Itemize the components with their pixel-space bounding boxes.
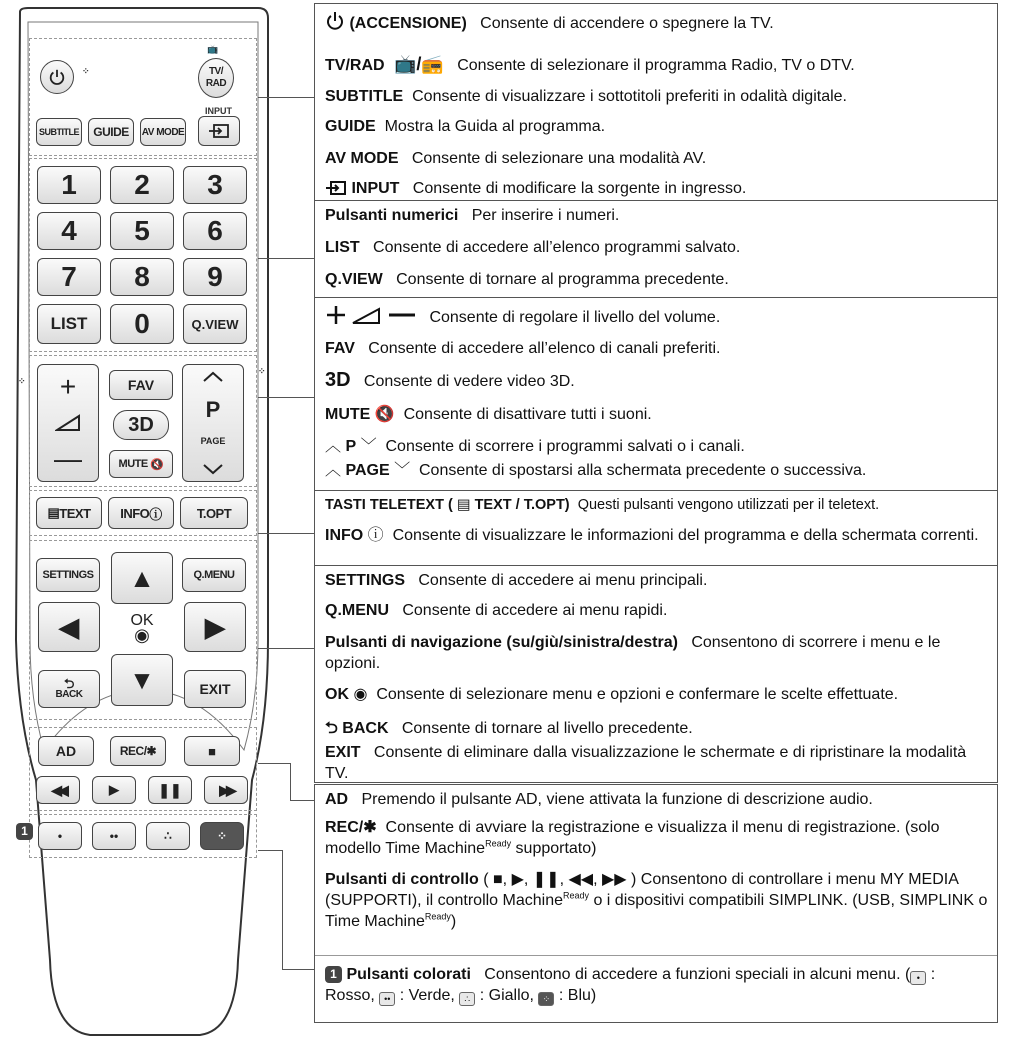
text-label: TEXT [59,505,91,521]
row-input [315,174,997,202]
settings-button[interactable]: SETTINGS [36,558,100,592]
section-navigation [314,565,998,783]
right-dots: ⁘ [258,366,266,376]
row-ad [315,785,997,813]
blue-swatch-icon: ⁘ [538,992,554,1006]
program-page-label: PAGE [200,436,226,447]
color-yellow: : Giallo, [479,987,539,1004]
volume-icon [55,414,81,432]
page-label: PAGE [345,462,390,479]
exit-button[interactable]: EXIT [184,670,246,708]
rec-label: REC/ [325,819,364,836]
row-av-mode [315,144,997,174]
leader-line-6b [290,763,291,801]
row-power [315,4,997,39]
qmenu-desc: Consente di accedere ai menu rapidi. [402,602,668,619]
program-rocker[interactable] [182,364,244,482]
color-red: : Rosso, [325,966,936,1004]
green-swatch-icon: •• [379,992,395,1006]
topt-button[interactable]: T.OPT [180,497,248,529]
leader-line-4 [258,533,314,534]
number-7-button[interactable]: 7 [37,258,101,296]
row-page [315,456,997,490]
tv-radio-icon: 📺/📻 [389,54,444,74]
ok-label: OK [130,612,154,629]
fav-label: FAV [325,340,355,357]
number-6-button[interactable]: 6 [183,212,247,250]
program-label: P [345,438,357,455]
controls-sup: Ready [563,890,590,901]
tv-rad-label: TV/RAD [325,57,385,74]
teletext-label: TASTI TELETEXT ( [325,497,453,513]
red-swatch-icon: • [910,971,926,985]
qmenu-button[interactable]: Q.MENU [182,558,246,592]
row-ok [315,680,997,714]
red-button[interactable] [38,822,82,850]
mute-icon: 🔇 [374,406,395,423]
power-desc: Consente di accendere o spegnere la TV. [480,15,774,32]
row-volume [315,298,997,334]
number-3-button[interactable]: 3 [183,166,247,204]
nav-left-button[interactable] [38,602,100,652]
leader-line-1 [258,97,314,98]
green-button[interactable] [92,822,136,850]
controls-desc-mid: o i dispositivi compatibili SIMPLINK. (USB, SIMPLINK o Time Machine [325,892,988,930]
media-icons: ( ■, ▶, ❚❚, ◀◀, ▶▶ ) [483,871,637,888]
row-qmenu [315,596,997,626]
triangle-left-icon: ◀ [59,611,79,642]
callout-badge-1: 1 [16,823,33,840]
triangle-down-icon: ▼ [129,664,155,695]
subtitle-desc: Consente di visualizzare i sottotitoli preferiti in odalità digitale. [412,88,847,105]
section-media [314,784,998,1023]
mute-button[interactable] [109,450,173,478]
guide-label: GUIDE [325,118,376,135]
chevron-up-icon: ︿ [325,438,342,455]
subtitle-label: SUBTITLE [325,88,404,105]
info-desc: Consente di visualizzare le informazioni del programma e della schermata correnti. [392,527,979,544]
rec-desc: Consente di avviare la registrazione e visualizza il menu di registrazione. (solo modello Time Machine [325,819,940,857]
two-dots-icon: •• [109,829,119,843]
color-green: : Verde, [399,987,460,1004]
back-icon: ⮌ [64,676,74,691]
row-3d [315,366,997,400]
controls-desc-end: ) [450,913,457,930]
row-qview [315,265,997,297]
nav-desc: Consentono di scorrere i menu e le opzioni. [325,634,941,672]
controls-desc: Consentono di controllare i menu MY MEDIA (SUPPORTI), il controllo Machine [325,871,958,909]
mute-icon: 🔇 [147,458,164,471]
chevron-down-icon [202,463,224,475]
yellow-swatch-icon: ∴ [459,992,475,1006]
nav-label: Pulsanti di navigazione (su/giù/sinistra/destra) [325,634,678,651]
teletext-desc: Questi pulsanti vengono utilizzati per il teletext. [577,497,880,513]
fav-button[interactable]: FAV [109,370,173,400]
play-icon: ▶ [109,782,119,797]
back-button[interactable] [38,670,100,708]
section-teletext [314,490,998,566]
color-blue: : Blu) [558,987,597,1004]
row-subtitle [315,82,997,112]
program-p-label: P [205,396,221,422]
guide-desc: Mostra la Guida al programma. [384,118,606,135]
controls-sup-2: Ready [424,911,451,922]
fast-forward-button[interactable] [204,776,248,804]
numbers-label: Pulsanti numerici [325,207,459,224]
nav-up-button[interactable] [111,552,173,604]
row-tv-rad [315,50,997,82]
number-2-button[interactable]: 2 [110,166,174,204]
rewind-icon: ◀◀ [51,781,65,798]
numbers-desc: Per inserire i numeri. [471,207,620,224]
fast-forward-icon: ▶▶ [219,781,233,798]
row-settings [315,566,997,594]
chevron-up-icon [202,371,224,383]
tv-rad-button[interactable]: TV/ RAD [198,58,234,98]
section-volume-program [314,297,998,491]
nav-right-button[interactable] [184,602,246,652]
guide-button[interactable]: GUIDE [88,118,134,146]
row-numbers [315,201,997,233]
info-icon: ⓘ [367,527,384,544]
pause-icon: ❚❚ [158,781,182,798]
left-dots: ⁘ [18,376,26,386]
qmenu-label: Q.MENU [325,602,389,619]
colors-label: Pulsanti colorati [346,966,471,983]
row-list [315,233,997,265]
one-dot-icon: • [57,829,63,843]
text-button[interactable] [36,497,102,529]
ok-icon: ◉ [134,625,150,645]
play-button[interactable] [92,776,136,804]
four-dots-icon: ⁘ [216,829,228,843]
av-mode-label: AV MODE [325,150,399,167]
chevron-down-icon: ﹀ [394,462,411,479]
subtitle-button[interactable]: SUBTITLE [36,118,82,146]
blue-button[interactable] [200,822,244,850]
colors-desc: Consentono di accedere a funzioni speciali in alcuni menu. ( [484,966,911,983]
yellow-button[interactable] [146,822,190,850]
settings-label: SETTINGS [325,572,406,589]
rewind-button[interactable] [36,776,80,804]
leader-line-5 [258,648,314,649]
power-button[interactable] [40,60,74,94]
power-icon [325,11,345,31]
back-label: BACK [55,689,83,700]
exit-desc: Consente di eliminare dalla visualizzazione le schermate e di ripristinare la modalità TV. [325,744,967,782]
tv-rad-desc: Consente di selezionare il programma Radio, TV o DTV. [457,57,855,74]
mute-label: MUTE [118,458,148,470]
program-desc: Consente di scorrere i programmi salvati o i canali. [385,438,745,455]
info-label: INFO [325,527,364,544]
number-4-button[interactable]: 4 [37,212,101,250]
number-9-button[interactable]: 9 [183,258,247,296]
row-teletext [315,491,997,519]
chevron-down-icon: ﹀ [360,438,377,455]
row-colors [315,955,997,1023]
info-icon: ⓘ [149,506,162,522]
leader-line-7b [282,850,283,970]
back-icon: ⮌ [325,720,338,737]
asterisk-icon: ✱ [363,819,377,836]
text-icon: ▤ [456,497,471,513]
qview-button[interactable]: Q.VIEW [183,304,247,344]
three-dots-icon: ∴ [164,829,172,843]
leader-line-3 [258,397,314,398]
ok-icon: ◉ [353,686,368,703]
list-desc: Consente di accedere all’elenco programmi salvato. [373,239,741,256]
row-nav [315,628,997,678]
indicator-dots: ⁘ [82,66,90,76]
row-guide [315,112,997,144]
volume-plus: + [59,370,77,402]
qview-label: Q.VIEW [325,271,383,288]
section-power-input [314,3,998,201]
leader-line-7a [258,850,282,851]
back-label: BACK [342,720,389,737]
ok-desc: Consente di selezionare menu e opzioni e confermare le scelte effettuate. [376,686,899,703]
power-label: (ACCENSIONE) [349,15,467,32]
triangle-up-icon: ▲ [129,562,155,593]
number-8-button[interactable]: 8 [110,258,174,296]
row-info [315,519,997,567]
row-mute [315,400,997,434]
teletext-label-2: TEXT / T.OPT) [474,497,570,513]
nav-down-button[interactable] [111,654,173,706]
input-button[interactable] [198,116,240,146]
power-icon [48,68,66,86]
chevron-up-icon: ︿ [325,462,342,479]
rec-sup: Ready [485,838,512,849]
volume-plus-minus-icon [325,305,425,325]
leader-line-7c [282,969,314,970]
tv-radio-icon: 📺 [207,44,219,54]
exit-label: EXIT [325,744,361,761]
input-label: INPUT [205,106,232,116]
info-button[interactable] [108,497,174,529]
input-desc: Consente di modificare la sorgente in ingresso. [412,180,747,197]
stop-icon: ■ [208,743,216,759]
volume-minus: — [54,443,82,475]
row-back [315,714,997,740]
leader-line-2 [258,258,314,259]
list-label: LIST [325,239,360,256]
row-fav [315,334,997,366]
rec-button[interactable]: REC/✱ [110,736,166,766]
input-icon [325,180,347,196]
ok-button[interactable] [111,604,173,652]
triangle-right-icon: ▶ [205,611,225,642]
ad-label: AD [325,791,349,808]
text-icon: ▤ [47,505,60,520]
row-program [315,432,997,456]
fav-desc: Consente di accedere all’elenco di canali preferiti. [368,340,721,357]
stop-button[interactable] [184,736,240,766]
pause-button[interactable] [148,776,192,804]
controls-label: Pulsanti di controllo [325,871,479,888]
row-rec [315,813,997,865]
mute-desc: Consente di disattivare tutti i suoni. [403,406,652,423]
3d-button[interactable]: 3D [113,410,169,440]
qview-desc: Consente di tornare al programma precedente. [396,271,729,288]
3d-desc: Consente di vedere video 3D. [363,373,575,390]
3d-icon: 3D [325,369,351,391]
leader-line-6a [258,763,290,764]
back-desc: Consente di tornare al livello precedente. [401,720,693,737]
section-numbers [314,200,998,298]
mute-label: MUTE [325,406,371,423]
volume-desc: Consente di regolare il livello del volume. [429,309,721,326]
input-icon [208,123,230,139]
row-controls [315,865,997,937]
av-mode-button[interactable]: AV MODE [140,118,186,146]
row-exit [315,740,997,784]
ok-label: OK [325,686,349,703]
info-label: INFO [120,505,150,521]
rec-desc-end: supportato) [511,840,597,857]
page-desc: Consente di spostarsi alla schermata precedente o successiva. [418,462,867,479]
ad-button[interactable]: AD [38,736,94,766]
volume-rocker[interactable] [37,364,99,482]
ad-desc: Premendo il pulsante AD, viene attivata la funzione di descrizione audio. [361,791,873,808]
number-5-button[interactable]: 5 [110,212,174,250]
number-1-button[interactable]: 1 [37,166,101,204]
callout-badge-1: 1 [325,966,342,983]
list-button[interactable]: LIST [37,304,101,344]
input-label: INPUT [351,180,400,197]
remote-control [0,0,285,1037]
number-0-button[interactable]: 0 [110,304,174,344]
settings-desc: Consente di accedere ai menu principali. [418,572,708,589]
leader-line-6c [290,800,314,801]
av-mode-desc: Consente di selezionare una modalità AV. [411,150,707,167]
